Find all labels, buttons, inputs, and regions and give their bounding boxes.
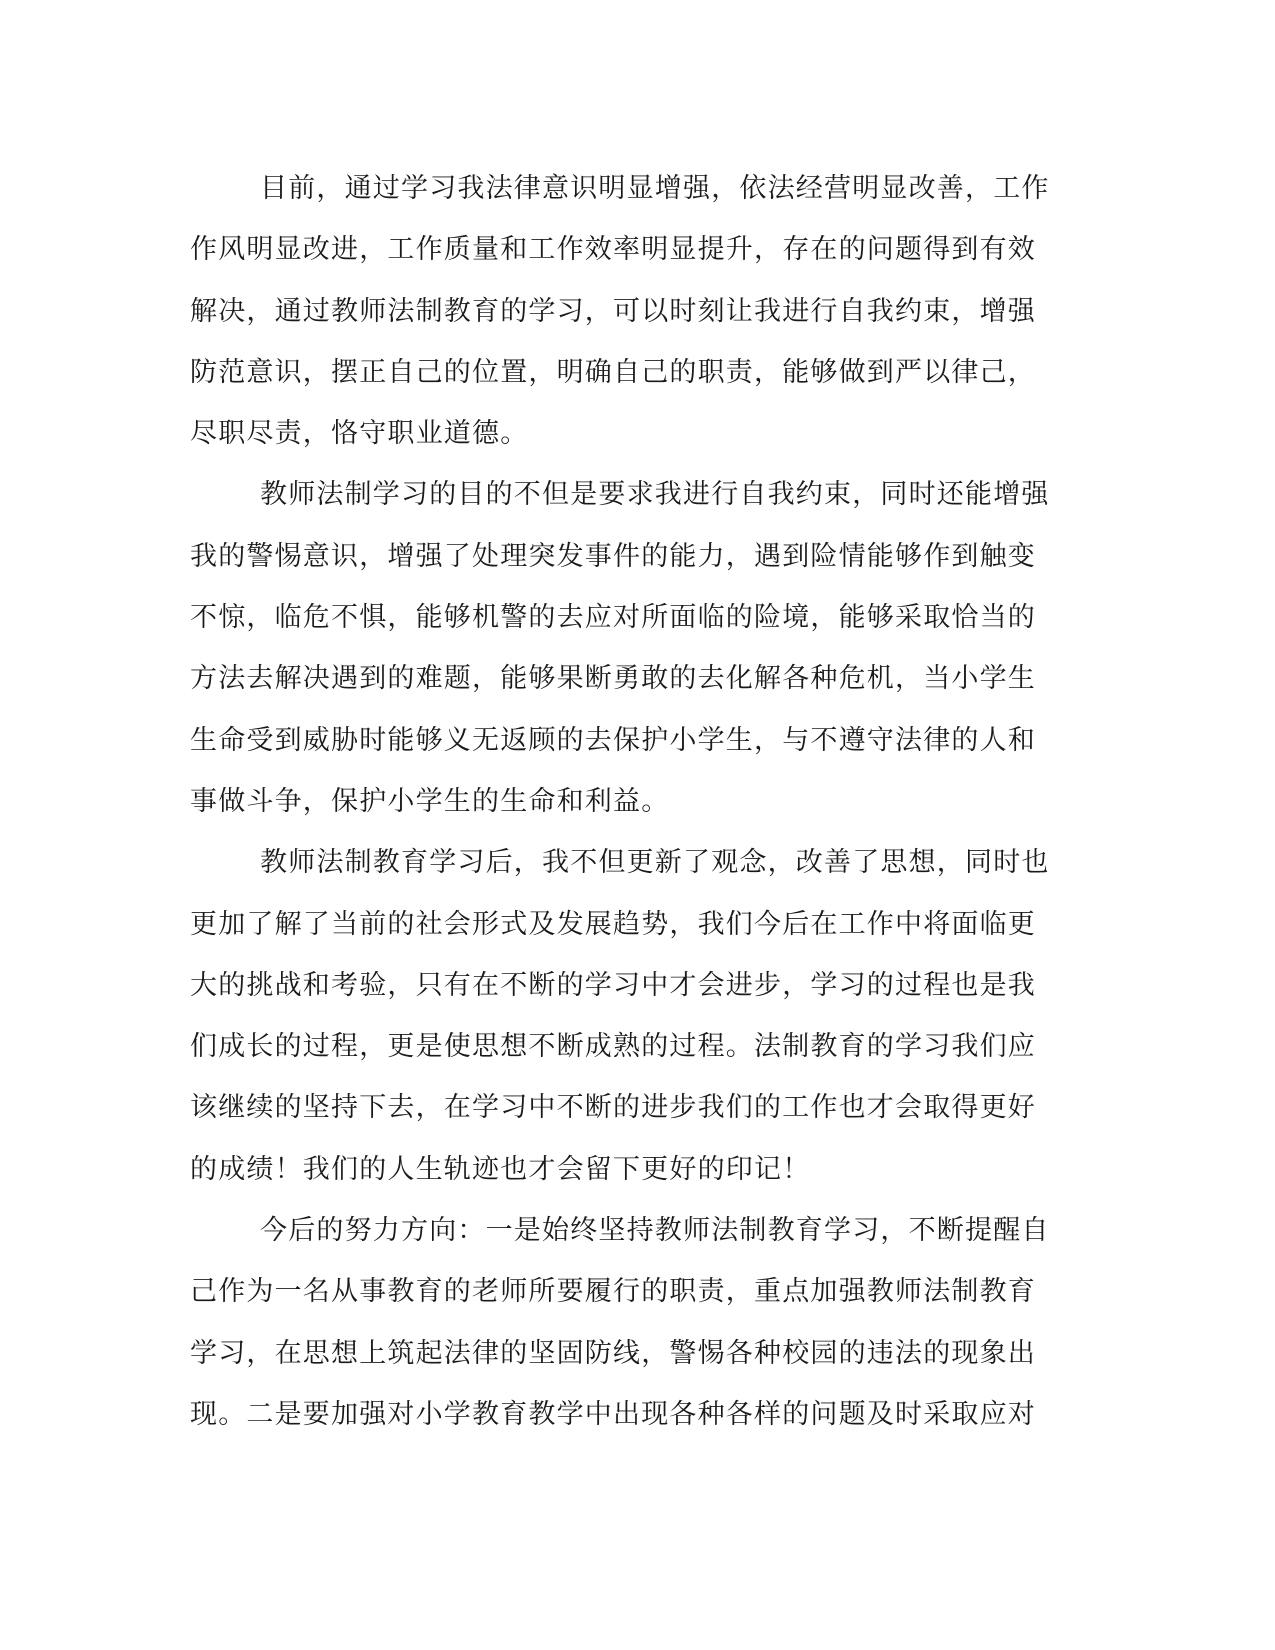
document-body xyxy=(190,158,1070,1445)
paragraph-line: 解决，通过教师法制教育的学习，可以时刻让我进行自我约束，增强 xyxy=(190,295,1036,327)
paragraph-line: 不惊，临危不惧，能够机警的去应对所面临的险境，能够采取恰当的 xyxy=(190,602,1036,634)
paragraph-first-line: 今后的努力方向：一是始终坚持教师法制教育学习，不断提醒自 xyxy=(260,1215,1050,1247)
paragraph-line: 防范意识，摆正自己的位置，明确自己的职责，能够做到严以律己， xyxy=(190,356,1036,388)
paragraph-line: 作风明显改进，工作质量和工作效率明显提升，存在的问题得到有效 xyxy=(190,234,1036,266)
paragraph xyxy=(190,1200,1070,1445)
paragraph-line: 大的挑战和考验，只有在不断的学习中才会进步，学习的过程也是我 xyxy=(190,969,1036,1001)
paragraph-line: 尽职尽责，恪守职业道德。 xyxy=(190,418,529,450)
paragraph-first-line: 教师法制教育学习后，我不但更新了观念，改善了思想，同时也 xyxy=(260,847,1050,879)
paragraph xyxy=(190,464,1070,832)
paragraph xyxy=(190,832,1070,1200)
paragraph-line: 该继续的坚持下去，在学习中不断的进步我们的工作也才会取得更好 xyxy=(190,1092,1036,1124)
paragraph-line: 事做斗争，保护小学生的生命和利益。 xyxy=(190,785,670,817)
paragraph-line: 方法去解决遇到的难题，能够果断勇敢的去化解各种危机，当小学生 xyxy=(190,663,1036,695)
paragraph-line: 现。二是要加强对小学教育教学中出现各种各样的问题及时采取应对 xyxy=(190,1398,1036,1430)
paragraph-line: 己作为一名从事教育的老师所要履行的职责，重点加强教师法制教育 xyxy=(190,1276,1036,1308)
paragraph-line: 学习，在思想上筑起法律的坚固防线，警惕各种校园的违法的现象出 xyxy=(190,1337,1036,1369)
paragraph-first-line: 教师法制学习的目的不但是要求我进行自我约束，同时还能增强 xyxy=(260,479,1050,511)
paragraph-line: 生命受到威胁时能够义无返顾的去保护小学生，与不遵守法律的人和 xyxy=(190,724,1036,756)
paragraph-line: 我的警惕意识，增强了处理突发事件的能力，遇到险情能够作到触变 xyxy=(190,540,1036,572)
paragraph-first-line: 目前，通过学习我法律意识明显增强，依法经营明显改善，工作 xyxy=(260,173,1050,204)
paragraph-line: 的成绩！我们的人生轨迹也才会留下更好的印记！ xyxy=(190,1153,811,1185)
paragraph-line: 更加了解了当前的社会形式及发展趋势，我们今后在工作中将面临更 xyxy=(190,908,1036,940)
paragraph-line: 们成长的过程，更是使思想不断成熟的过程。法制教育的学习我们应 xyxy=(190,1031,1036,1063)
paragraph xyxy=(190,158,1070,464)
